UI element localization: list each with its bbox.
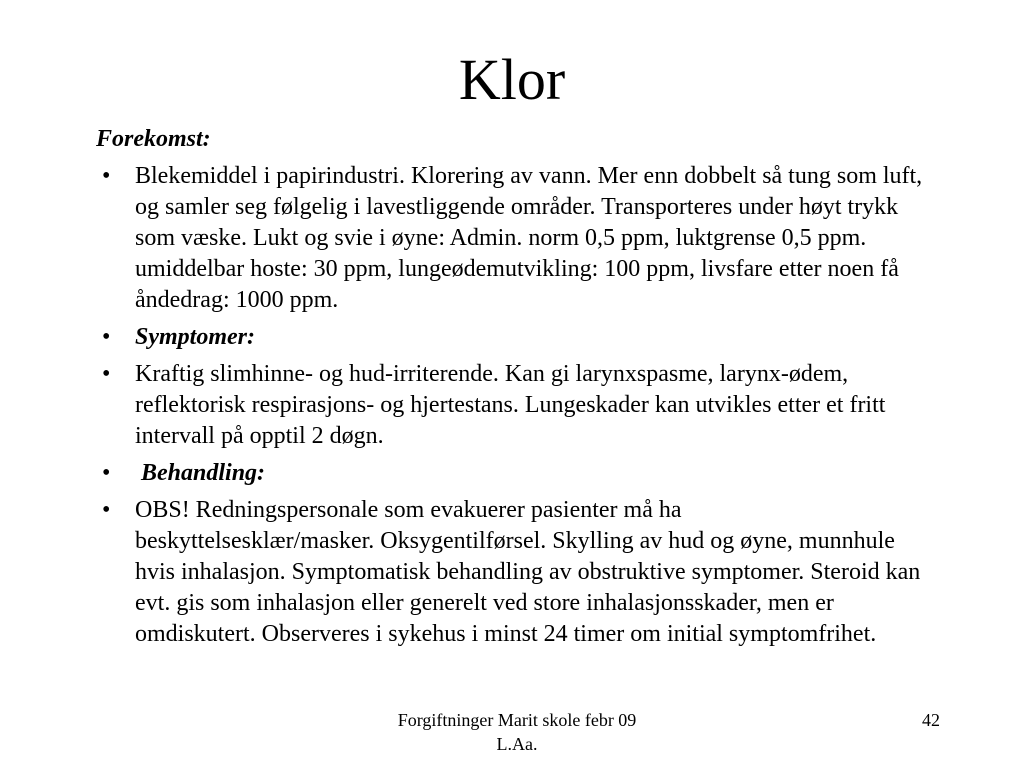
bullet-item xyxy=(96,495,926,650)
section-heading-symptomer: Symptomer: xyxy=(135,324,255,350)
slide-content xyxy=(96,124,926,656)
page-number: 42 xyxy=(922,710,940,730)
bullet-symbol: • xyxy=(102,324,111,350)
bullet-symbol: • xyxy=(102,460,111,486)
bullet-item xyxy=(96,359,926,452)
bullet-item xyxy=(96,458,926,489)
bullet-symbol: • xyxy=(102,163,111,189)
section-heading-behandling: Behandling: xyxy=(135,460,266,486)
footer-line-1: Forgiftninger Marit skole febr 09 xyxy=(397,710,637,730)
bullet-item xyxy=(96,322,926,353)
bullet-text: Kraftig slimhinne- og hud-irriterende. Kan gi larynxspasme, larynx-ødem, reflektorisk respirasjons- og hjertestans. Lungeskader kan utvikles etter et fritt intervall på opptil 2 døgn. xyxy=(135,361,886,449)
section-heading-forekomst: Forekomst: xyxy=(96,126,211,152)
bullet-symbol: • xyxy=(102,361,111,387)
slide-title: Klor xyxy=(458,47,566,112)
footer-line-2: L.Aa. xyxy=(496,734,538,754)
footer-text xyxy=(330,708,704,756)
bullet-text: OBS! Redningspersonale som evakuerer pasienter må ha beskyttelsesklær/masker. Oksygentilførsel. Skylling av hud og øyne, munnhule hvis inhalasjon. Symptomatisk behandling av obstruktive symptomer. Steroid kan evt. gis som inhalasjon eller generelt ved store inhalasjonsskader, men er omdiskutert. Observeres i sykehus i minst 24 timer om initial symptomfrihet. xyxy=(135,497,921,647)
bullet-symbol: • xyxy=(102,497,111,523)
bullet-text: Blekemiddel i papirindustri. Klorering av vann. Mer enn dobbelt så tung som luft, og samler seg følgelig i lavestliggende områder. Transporteres under høyt trykk som væske. Lukt og svie i øyne: Admin. norm 0,5 ppm, luktgrense 0,5 ppm. umiddelbar hoste: 30 ppm, lungeødemutvikling: 100 ppm, livsfare etter noen få åndedrag: 1000 ppm. xyxy=(135,163,923,313)
bullet-item xyxy=(96,161,926,316)
